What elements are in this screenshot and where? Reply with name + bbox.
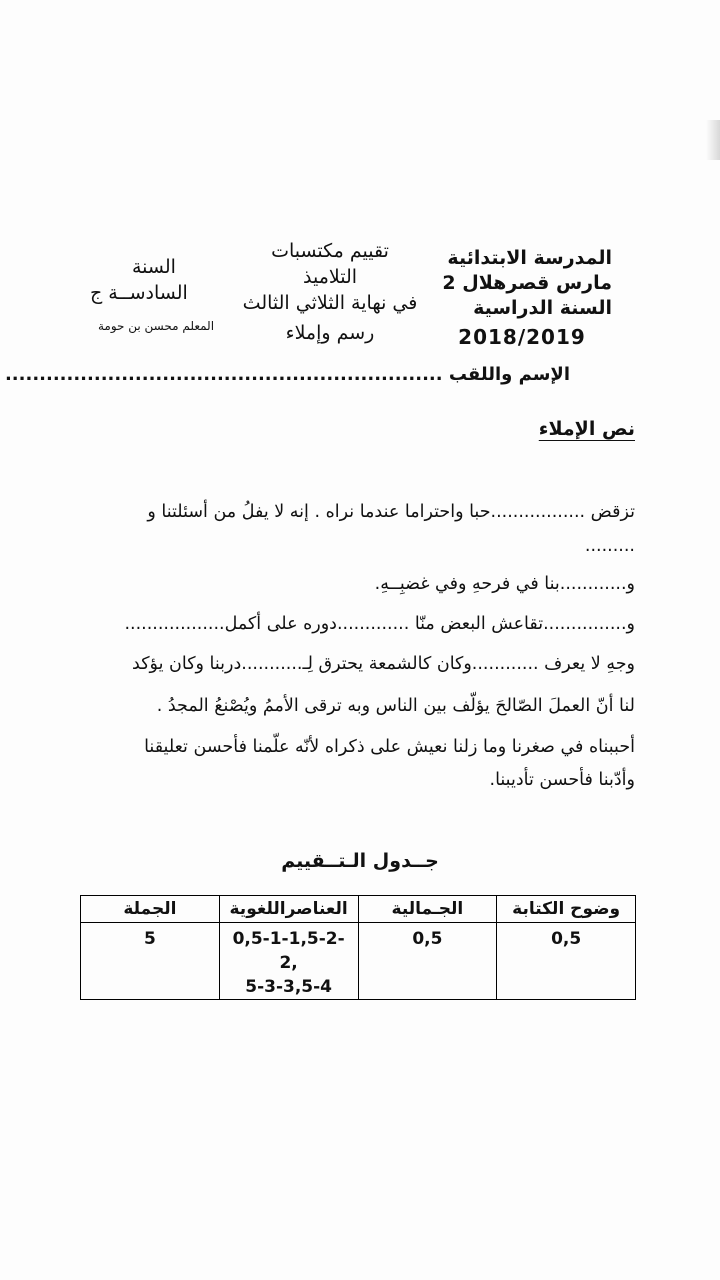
dictation-line-4: وجهِ لا يعرف ............وكان كالشمعة يحترق لِـ...........دربنا وكان يؤكد <box>132 654 635 674</box>
value-writing-clarity: 0,5 <box>497 923 636 1000</box>
evaluation-line-2: التلاميذ <box>302 266 358 288</box>
school-location: مارس قصرهلال 2 <box>442 272 612 294</box>
evaluation-line-1: تقييم مكتسبات <box>271 240 389 262</box>
grading-table-value-row <box>81 923 636 1000</box>
header-sentence: الجملة <box>81 896 220 923</box>
dictation-line-6: أحببناه في صغرنا وما زلنا نعيش على ذكراه لأنّه علّمنا فأحسن تعليقنا <box>144 737 635 757</box>
dictation-title: نص الإملاء <box>538 418 635 440</box>
header-language-elements: العناصراللغوية <box>219 896 358 923</box>
dictation-line-3: و...............تقاعش البعض منّا .............دوره على أكمل.................. <box>124 614 635 634</box>
dictation-line-1: تزقض .................حبا واحتراما عندما نراه . إنه لا يفلُ من أسئلتنا و <box>147 502 635 522</box>
evaluation-info <box>230 238 430 346</box>
school-name: المدرسة الابتدائية <box>447 247 612 269</box>
header-writing-clarity: وضوح الكتابة <box>497 896 636 923</box>
value-sentence: 5 <box>81 923 220 1000</box>
header-aesthetics: الجـمالية <box>358 896 497 923</box>
grade-info <box>80 254 230 306</box>
teacher-name: المعلم محسن بن حومة <box>97 319 215 333</box>
grading-table <box>80 895 636 1000</box>
evaluation-subject: رسم وإملاء <box>285 322 375 344</box>
dictation-line-1b: ......... <box>584 536 635 556</box>
grading-table-title: جــدول الـتــقييم <box>281 850 439 872</box>
grade-line-1: السنة <box>132 256 176 278</box>
value-language-elements: 0,5-1-1,5-2-2, 5-3-3,5-4 <box>232 929 345 997</box>
student-name-field: الإسم واللقب ................................................................ <box>4 364 570 385</box>
dictation-line-5: لنا أنّ العملَ الصّالحَ يؤلّف بين الناس وبه ترقى الأممُ ويُصْنعُ المجدُ . <box>156 696 635 716</box>
grade-line-2: السادســة ج <box>90 282 188 304</box>
dictation-line-2: و............بنا في فرحهِ وفي غضبِــهِ. <box>374 574 635 594</box>
evaluation-line-3: في نهاية الثلاثي الثالث <box>242 292 418 314</box>
school-year-label: السنة الدراسية <box>473 297 612 319</box>
school-year: 2018/2019 <box>458 325 586 349</box>
page-edge-shadow <box>706 120 720 160</box>
dictation-line-7: وأدّبنا فأحسن تأديبنا. <box>489 770 635 790</box>
value-language-elements-cell <box>219 923 358 1000</box>
grading-table-header-row <box>81 896 636 923</box>
value-aesthetics: 0,5 <box>358 923 497 1000</box>
school-info <box>432 246 612 350</box>
